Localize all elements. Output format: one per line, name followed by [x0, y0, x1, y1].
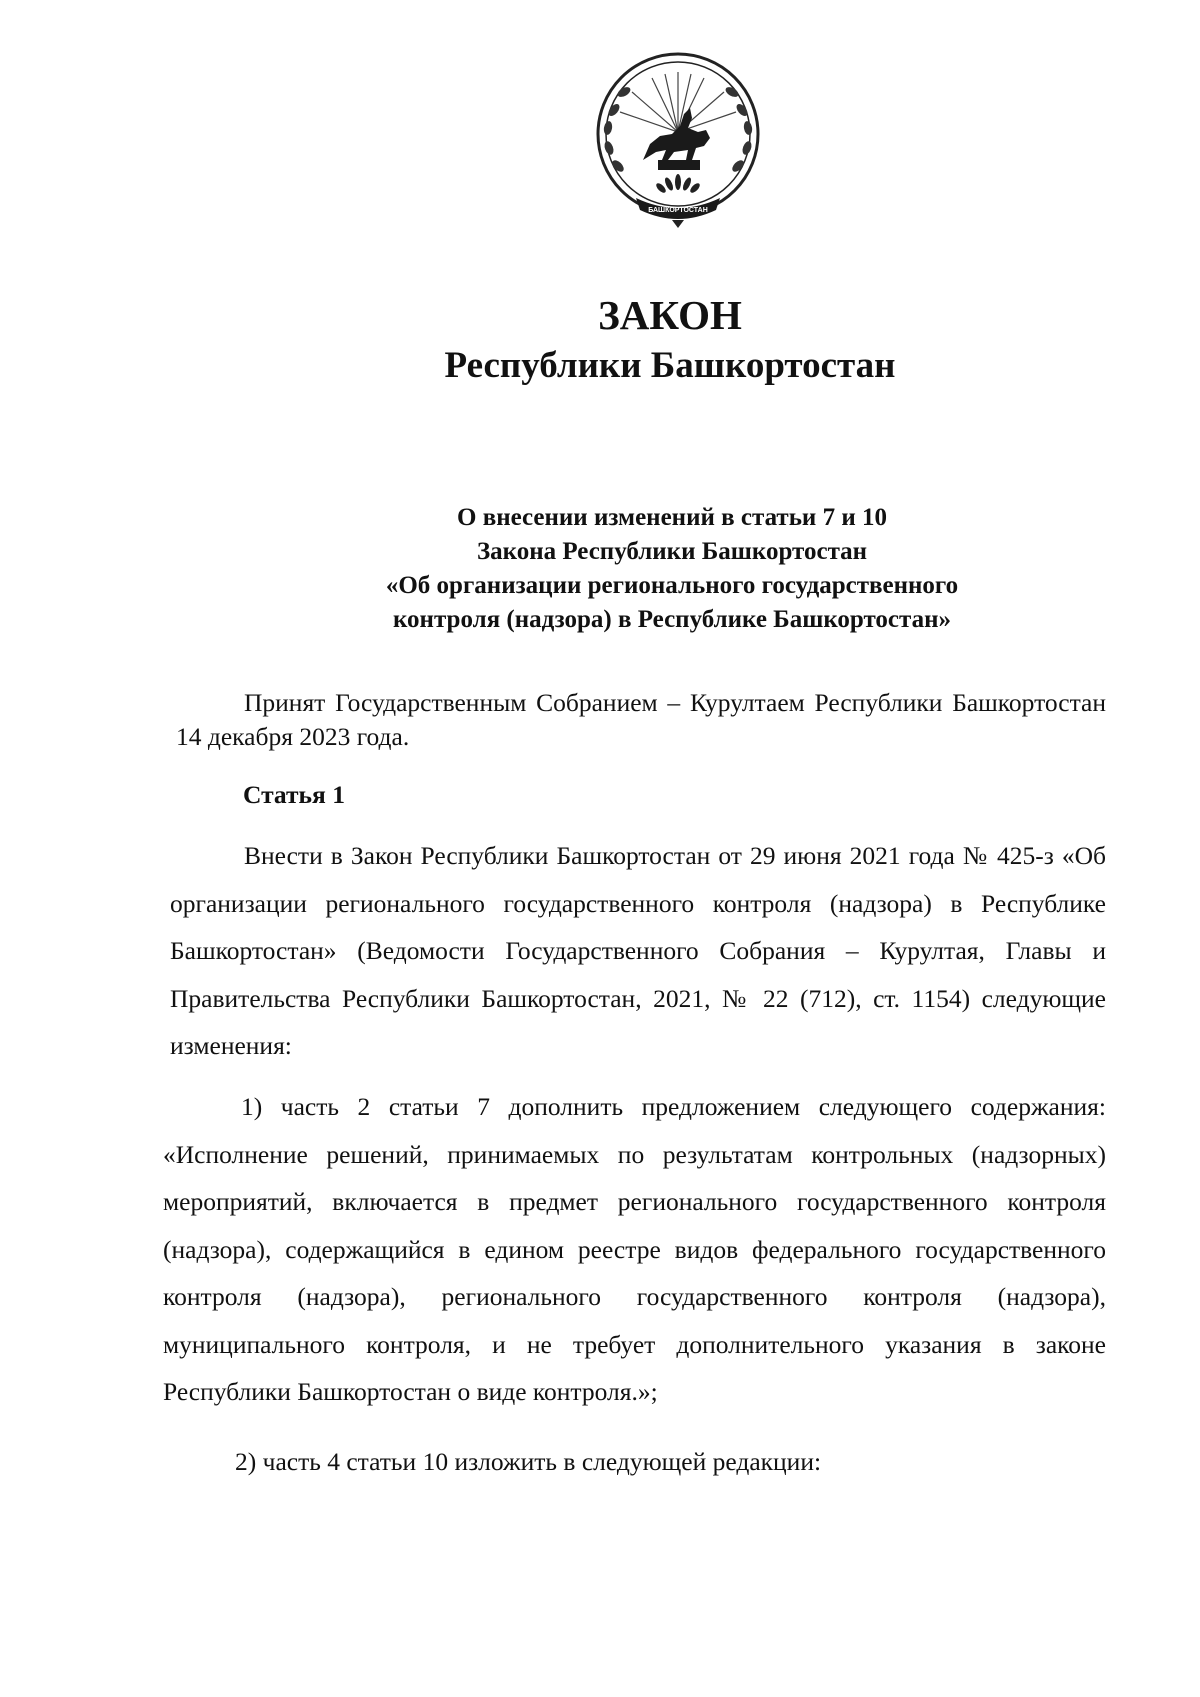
title-law-label: ЗАКОН [598, 292, 742, 338]
subtitle-line-4: контроля (надзора) в Республике Башкортостан» [392, 606, 952, 633]
article-1-item-1: 1) часть 2 статьи 7 дополнить предложением следующего содержания: «Исполнение решений, принимаемых по результатам контрольных (надзорных) мероприятий, включается в предмет регионального государственного контроля (надзора), содержащийся в едином реестре видов федерального государственного контроля (надзора), регионального государственного контроля (надзора), муниципального контроля, и не требует дополнительного указания в законе Республики Башкортостан о виде контроля.»; [163, 1092, 1106, 1406]
subtitle-line-2: Закона Республики Башкортостан [476, 538, 868, 565]
adoption-statement: Принят Государственным Собранием – Курултаем Республики Башкортостан 14 декабря 2023 года. [176, 688, 1106, 751]
article-1-item-2: 2) часть 4 статьи 10 изложить в следующей редакции: [235, 1447, 822, 1476]
article-1-intro: Внести в Закон Республики Башкортостан от 29 июня 2021 года № 425-з «Об организации регионального государственного контроля (надзора) в Республике Башкортостан» (Ведомости Государственного Собрания – Курултая, Главы и Правительства Республики Башкортостан, 2021, № 22 (712), ст. 1154) следующие изменения: [170, 841, 1106, 1060]
law-subtitle [282, 501, 1062, 637]
coat-of-arms-emblem [588, 48, 768, 228]
subtitle-line-3: «Об организации регионального государственного [385, 572, 959, 599]
article-1-heading: Статья 1 [243, 780, 345, 809]
title-republic-name: Республики Башкортостан [444, 345, 896, 386]
law-title [380, 288, 960, 390]
emblem-ribbon-text: БАШКОРТОСТАН [648, 207, 708, 214]
subtitle-line-1: О внесении изменений в статьи 7 и 10 [457, 504, 887, 531]
